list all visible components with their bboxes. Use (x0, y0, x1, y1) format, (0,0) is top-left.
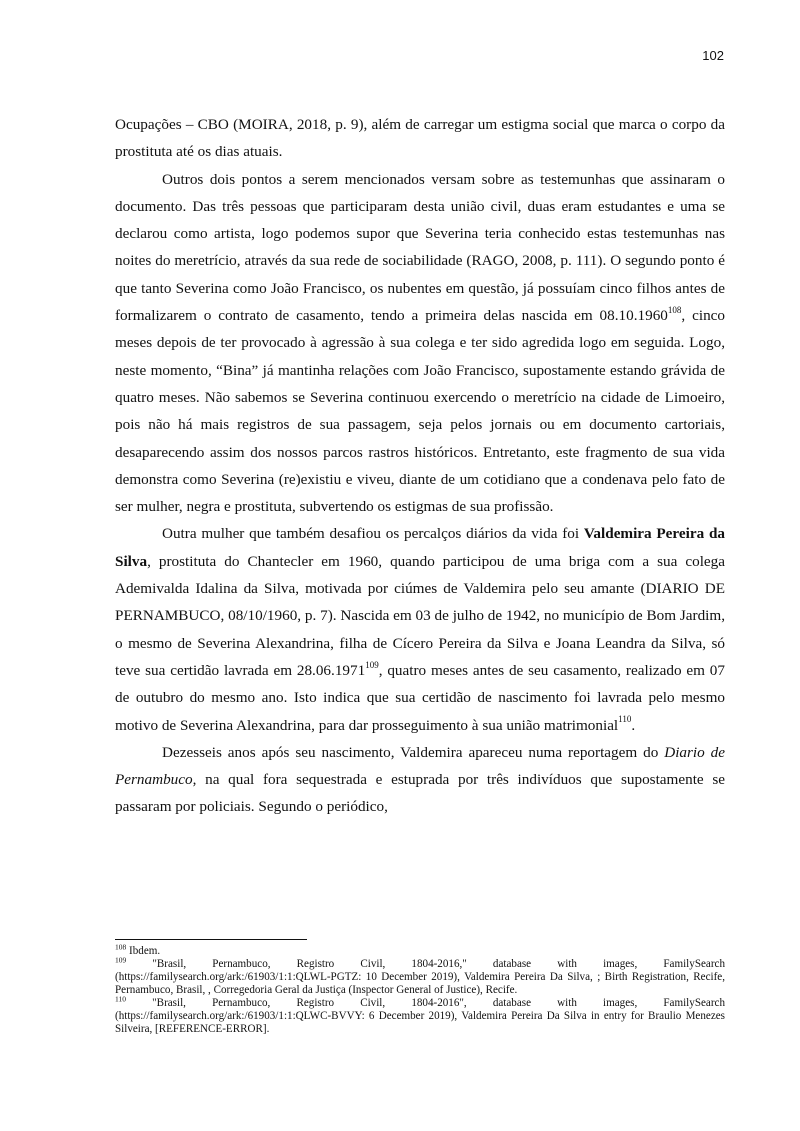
body-text (115, 111, 725, 821)
paragraph (115, 111, 725, 166)
footnote-ref: 109 (365, 659, 379, 670)
bold-name: Valdemira Pereira da Silva (115, 525, 725, 570)
footnote-ref: 108 (667, 305, 682, 316)
text-run: , na qual fora sequestrada e estuprada por três indivíduos que supostamente se passaram por policiais. Segundo o periódico, (115, 771, 725, 816)
text-run: , cinco meses depois de ter provocado à agressão à sua colega e ter sido agredida logo em seguida. Logo, neste momento, “Bina” já mantinha relações com João Francisco, supostamente estando grávida de quatro meses. Não sabemos se Severina continuou exercendo o meretrício na cidade de Limoeiro, pois não há mais registros de sua passagem, seja pelos jornais ou em documento cartoriais, desaparecendo assim dos nossos parcos rastros históricos. Entretanto, este fragmento de sua vida demonstra como Severina (re)existiu e viveu, diante de um cotidiano que a condenava pelo fato de ser mulher, negra e prostituta, subvertendo os estigmas de sua profissão. (115, 307, 725, 516)
page-number: 102 (702, 48, 724, 63)
text-run: . (631, 716, 636, 734)
paragraph (115, 520, 725, 738)
text-run: Outros dois pontos a serem mencionados versam sobre as testemunhas que assinaram o documento. Das três pessoas que participaram desta união civil, duas eram estudantes e uma se declarou como artista, logo podemos supor que Severina teria conhecido estas testemunhas nas noites do meretrício, através da sua rede de sociabilidade (RAGO, 2008, p. 111). O segundo ponto é que tanto Severina como João Francisco, os nubentes em questão, já possuíam cinco filhos antes de formalizarem o contrato de casamento, tendo a primeira delas nascida em 08.10.1960 (115, 170, 725, 325)
text-run: , quatro meses antes de seu casamento, realizado em 07 de outubro do mesmo ano. Isto indica que sua certidão de nascimento foi lavrada pelo mesmo motivo de Severina Alexandrina, para dar prosseguimento à sua união matrimonial (115, 661, 725, 734)
footnote-text: Ibdem. (129, 945, 161, 957)
footnote-separator (115, 939, 307, 940)
paragraph (115, 739, 725, 821)
footnote-text: "Brasil, Pernambuco, Registro Civil, 1804-2016", database with images, FamilySearch (https://familysearch.org/ark:/61903/1:1:QLWC-BVVY: 6 December 2019), Valdemira Pereira Da Silva in entry for Braulio Menezes Silveira, [REFERENCE-ERROR]. (115, 997, 725, 1035)
footnote-number: 108 (115, 942, 127, 952)
footnote (115, 994, 725, 1036)
footnote-ref: 110 (618, 714, 632, 725)
footnotes (115, 942, 725, 1036)
footnote (115, 955, 725, 997)
text-run: Dezesseis anos após seu nascimento, Valdemira apareceu numa reportagem do (162, 743, 665, 761)
footnote-text: "Brasil, Pernambuco, Registro Civil, 1804-2016," database with images, FamilySearch (https://familysearch.org/ark:/61903/1:1:QLWL-PGTZ: 10 December 2019), Valdemira Pereira Da Silva, ; Birth Registration, Recife, Pernambuco, Brasil, , Corregedoria Geral da Justiça (Inspector General of Justice), Recife. (115, 958, 725, 996)
text-run: Ocupações – CBO (MOIRA, 2018, p. 9), além de carregar um estigma social que marca o corpo da prostituta até os dias atuais. (115, 116, 725, 161)
paragraph (115, 166, 725, 521)
footnote-number: 109 (115, 955, 127, 965)
footnote (115, 942, 725, 958)
text-run: , prostituta do Chantecler em 1960, quando participou de uma briga com a sua colega Ademivalda Idalina da Silva, motivada por ciúmes de Valdemira pelo seu amante (DIARIO DE PERNAMBUCO, 08/10/1960, p. 7). Nascida em 03 de julho de 1942, no município de Bom Jardim, o mesmo de Severina Alexandrina, filha de Cícero Pereira da Silva e Joana Leandra da Silva, só teve sua certidão lavrada em 28.06.1971 (115, 552, 725, 679)
italic-title: Diario de Pernambuco (115, 743, 726, 789)
footnote-number: 110 (115, 994, 126, 1004)
text-run: Outra mulher que também desafiou os percalços diários da vida foi (162, 525, 584, 543)
